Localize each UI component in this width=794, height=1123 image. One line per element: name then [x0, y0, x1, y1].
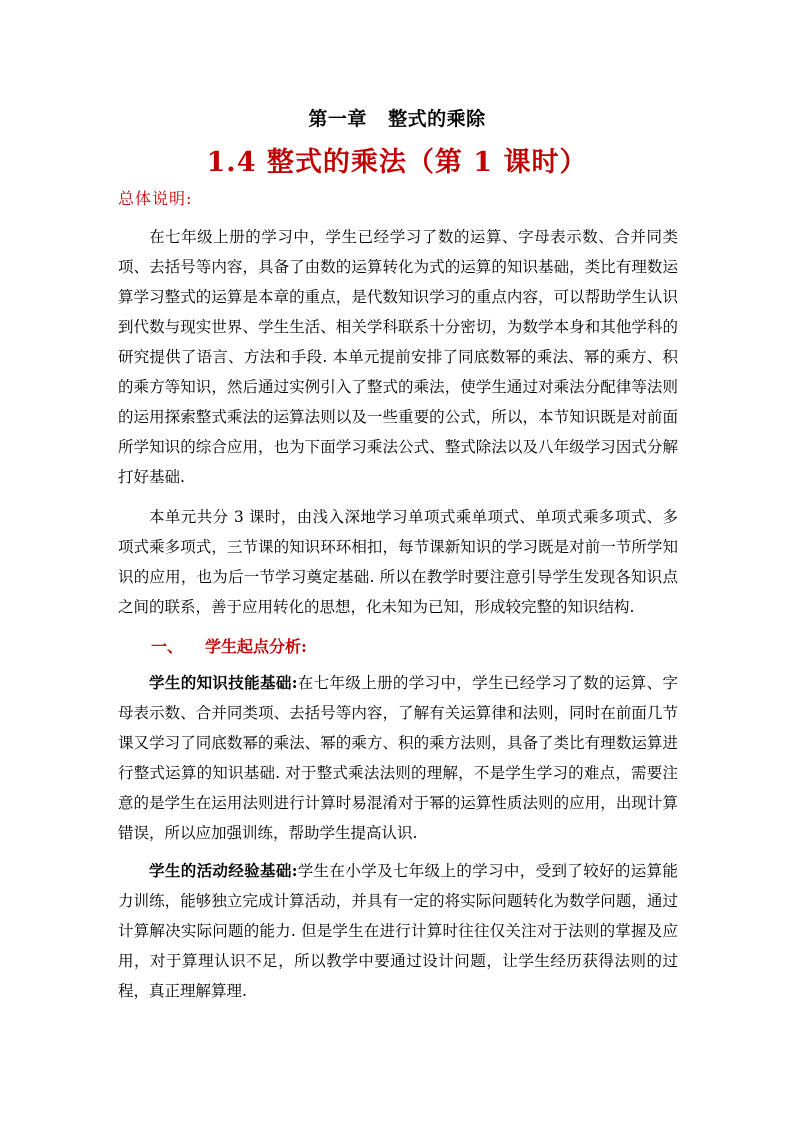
section-title: 学生起点分析:	[205, 637, 307, 656]
overview-label: 总体说明:	[118, 189, 193, 208]
knowledge-foundation-paragraph	[118, 668, 678, 848]
overview-paragraph-1: 在七年级上册的学习中，学生已经学习了数的运算、字母表示数、合并同类项、去括号等内容，具备了由数的运算转化为式的运算的知识基础，类比有理数运算学习整式的运算是本章的重点，是代数知识学习的重点内容，可以帮助学生认识到代数与现实世界、学生生活、相关学科联系十分密切，为数学本身和其他学科的研究提供了语言、方法和手段. 本单元提前安排了同底数幂的乘法、幂的乘方、积的乘方等知识，然后通过实例引入了整式的乘法，使学生通过对乘法分配律等法则的运用探索整式乘法的运算法则以及一些重要的公式，所以，本节知识既是对前面所学知识的综合应用，也为下面学习乘法公式、整式除法以及八年级学习因式分解打好基础.	[118, 228, 678, 486]
activity-experience-lead: 学生的活动经验基础:	[149, 861, 298, 880]
knowledge-foundation-text: 在七年级上册的学习中，学生已经学习了数的运算、字母表示数、合并同类项、去括号等内容，了解有关运算律和法则，同时在前面几节课又学习了同底数幂的乘法、幂的乘方、积的乘方法则，具备了类比有理数运算进行整式运算的知识基础. 对于整式乘法法则的理解，不是学生学习的难点，需要注意的是学生在运用法则进行计算时易混淆对于幂的运算性质法则的应用，出现计算错误，所以应加强训练，帮助学生提高认识.	[118, 674, 678, 842]
section-number: 一、	[151, 637, 184, 656]
activity-experience-text: 学生在小学及七年级上的学习中，受到了较好的运算能力训练，能够独立完成计算活动，并具有一定的将实际问题转化为数学问题，通过计算解决实际问题的能力. 但是学生在进行计算时往往仅关注对于法则的掌握及应用，对于算理认识不足，所以教学中要通过设计问题，让学生经历获得法则的过程，真正理解算理.	[118, 862, 678, 1000]
overview-paragraph-2: 本单元共分 3 课时，由浅入深地学习单项式乘单项式、单项式乘多项式、多项式乘多项式，三节课的知识环环相扣，每节课新知识的学习既是对前一节所学知识的应用，也为后一节学习奠定基础. 所以在教学时要注意引导学生发现各知识点之间的联系，善于应用转化的思想，化未知为已知，形成较完整的知识结构.	[118, 508, 678, 616]
section-heading	[151, 634, 307, 657]
activity-experience-paragraph	[118, 856, 678, 1006]
knowledge-foundation-lead: 学生的知识技能基础:	[149, 673, 298, 692]
chapter-heading: 第一章 整式的乘除	[308, 108, 486, 130]
lesson-title: 1.4 整式的乘法（第 1 课时）	[206, 147, 588, 178]
